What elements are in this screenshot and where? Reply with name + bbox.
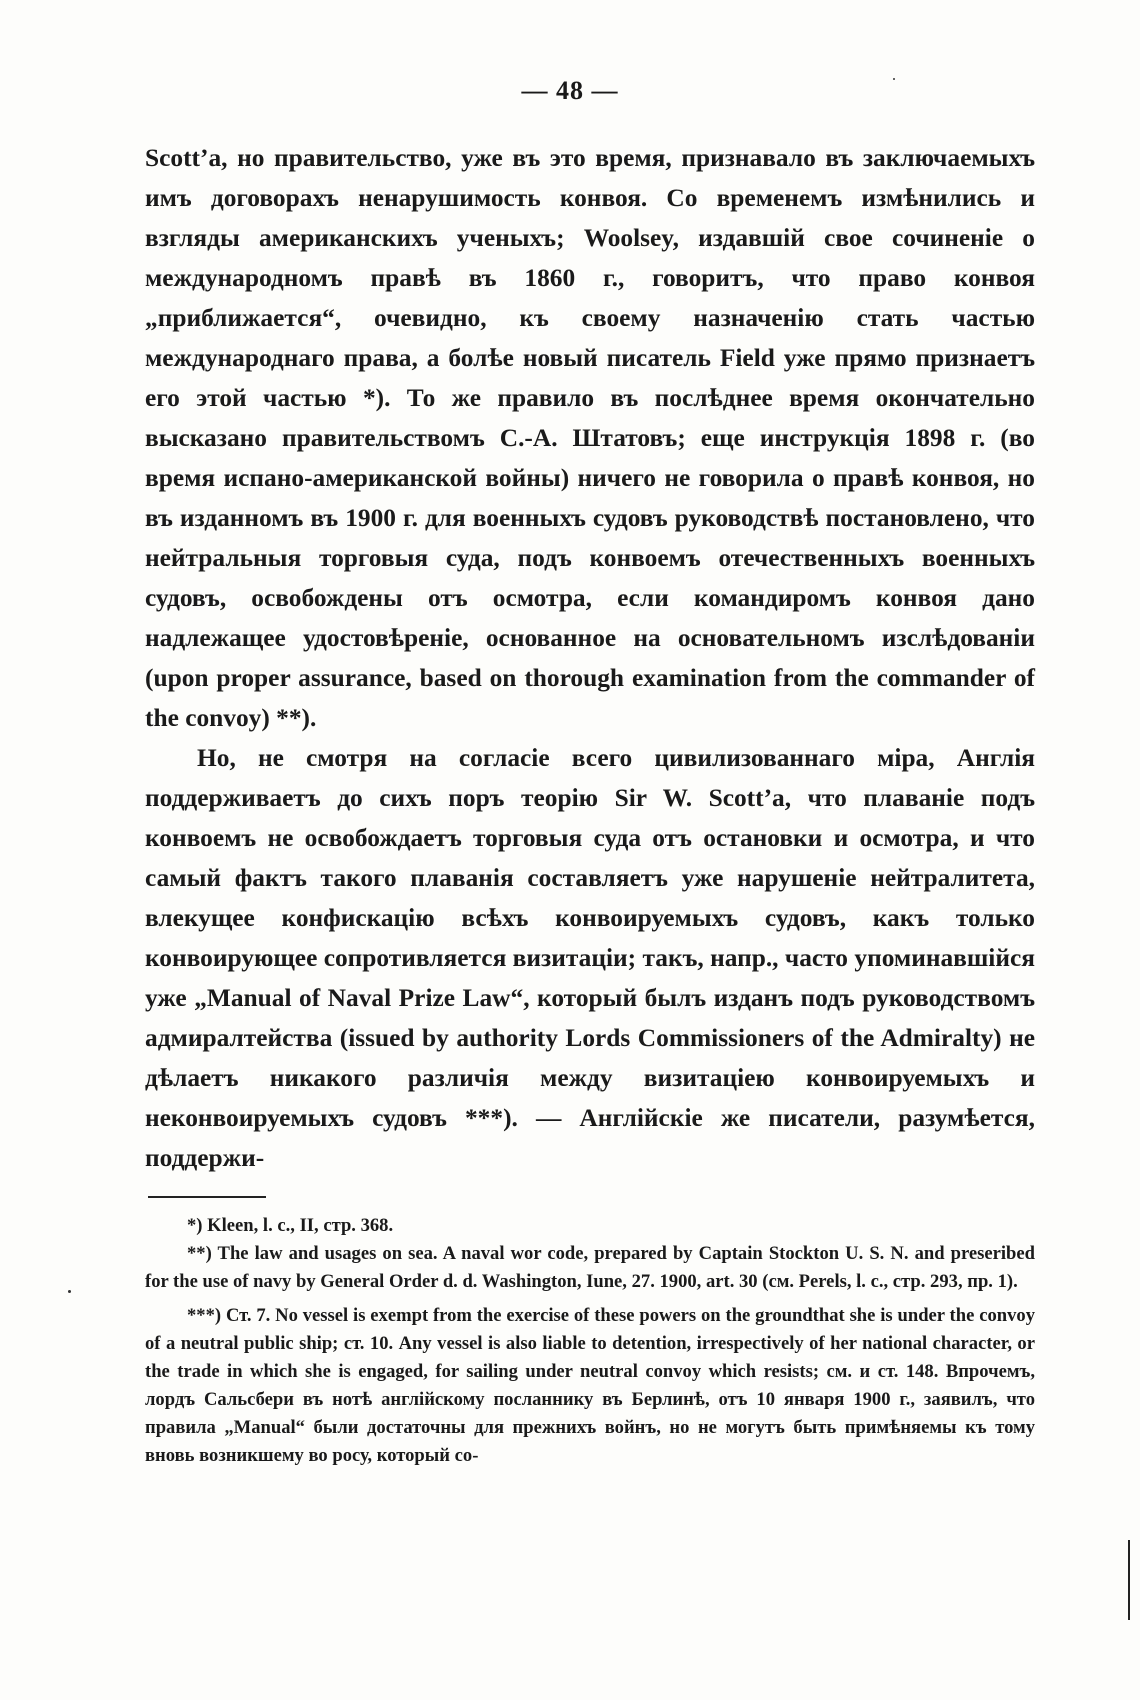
- footnote: **) The law and usages on sea. A naval wor code, prepared by Captain Stockton U. S. N. and preseribed for the use of navy by General Order d. d. Washington, Iune, 27. 1900, art. 30 (см. Perels, l. c., стр. 293, пр. 1).: [145, 1243, 1035, 1292]
- footnote: ***) Ст. 7. No vessel is exempt from the exercise of these powers on the groundthat she is under the convoy of a neutral public ship; ст. 10. Any vessel is also liable to detention, irrespectively of her national character, or the trade in which she is engaged, for sailing under neutral convoy which resists; см. и ст. 148. Впрочемъ, лордъ Сальсбери въ нотѣ англійскому посланнику въ Берлинѣ, отъ 10 января 1900 г., заявилъ, что правила „Manual“ были достаточны для прежнихъ войнъ, но не могутъ быть примѣняемы къ тому вновь возникшему во росу, который со-: [145, 1305, 1035, 1466]
- scan-speck: [68, 1290, 71, 1293]
- scan-speck: [893, 78, 895, 80]
- scan-edge-mark: [1128, 1540, 1130, 1620]
- footnote: *) Kleen, l. c., II, стр. 368.: [187, 1215, 394, 1236]
- main-text: [145, 138, 1035, 1178]
- page-number: — 48 —: [521, 76, 619, 105]
- paragraph: Но, не смотря на согласіе всего цивилизованнаго міра, Англія поддерживаетъ до сихъ поръ теорію Sir W. Scott’a, что плаваніе подъ конвоемъ не освобождаетъ торговыя суда отъ остановки и осмотра, и что самый фактъ такого плаванія составляетъ уже нарушеніе нейтралитета, влекущее конфискацію всѣхъ конвоируемыхъ судовъ, какъ только конвоирующее сопротивляется визитаціи; такъ, напр., часто упоминавшійся уже „Manual of Naval Prize Law“, который былъ изданъ подъ руководствомъ адмиралтейства (issued by authority Lords Commissioners of the Admiralty) не дѣлаетъ никакого различія между визитаціею конвоируемыхъ и неконвоируемыхъ судовъ ***). — Англійскіе же писатели, разумѣется, поддержи-: [145, 744, 1035, 1172]
- paragraph: Scott’a, но правительство, уже въ это время, признавало въ заключаемыхъ имъ договорахъ ненарушимость конвоя. Со временемъ измѣнились и взгляды американскихъ ученыхъ; Woolsey, издавшій свое сочиненіе о международномъ правѣ въ 1860 г., говоритъ, что право конвоя „приближается“, очевидно, къ своему назначенію стать частью международнаго права, а болѣе новый писатель Field уже прямо признаетъ его этой частью *). То же правило въ послѣднее время окончательно высказано правительствомъ С.-А. Штатовъ; еще инструкція 1898 г. (во время испано-американской войны) ничего не говорила о правѣ конвоя, но въ изданномъ въ 1900 г. для военныхъ судовъ руководствѣ постановлено, что нейтральныя торговыя суда, подъ конвоемъ отечественныхъ военныхъ судовъ, освобождены отъ осмотра, если командиромъ конвоя дано надлежащее удостовѣреніе, основанное на основательномъ изслѣдованіи (upon proper assurance, based on thorough examination from the commander of the convoy) **).: [145, 144, 1035, 732]
- footnote-separator: [148, 1196, 266, 1198]
- footnotes: [145, 1212, 1035, 1470]
